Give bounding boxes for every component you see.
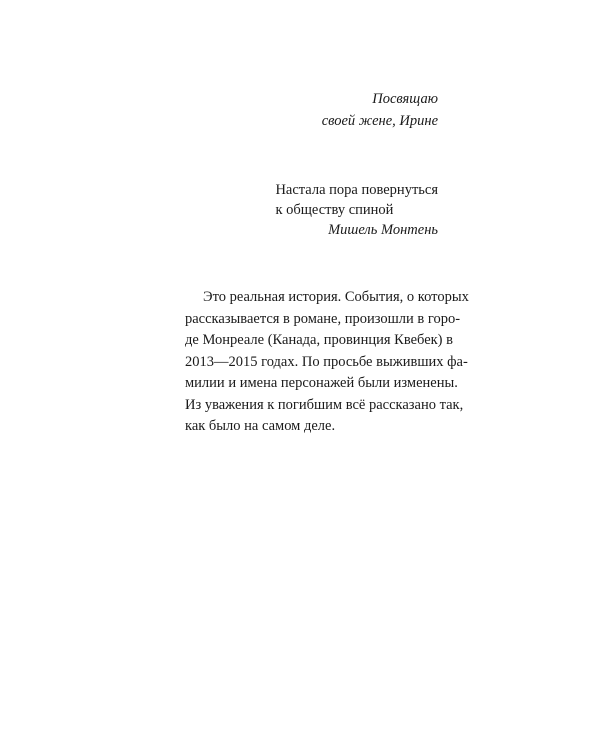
- note-line: Это реальная история. События, о которых: [203, 289, 469, 305]
- author-note: [185, 287, 469, 438]
- note-line: Из уважения к погибшим всё рассказано так,: [185, 396, 464, 413]
- epigraph-line: Настала пора повернуться: [275, 182, 438, 198]
- dedication-line: Посвящаю: [372, 91, 438, 107]
- epigraph-line: к обществу спиной: [275, 202, 394, 218]
- note-line: 2013—2015 годах. По просьбе выживших фа-: [185, 353, 468, 370]
- note-line: как было на самом деле.: [185, 418, 336, 434]
- note-line: де Монреале (Канада, провинция Квебек) в: [185, 332, 453, 348]
- dedication: [322, 88, 438, 132]
- epigraph-quote: [275, 180, 438, 220]
- epigraph-author: Мишель Монтень: [328, 222, 438, 238]
- note-line: милии и имена персонажей были изменены.: [185, 375, 458, 391]
- epigraph: [275, 180, 438, 240]
- note-line: рассказывается в романе, произошли в горо-: [185, 310, 461, 327]
- dedication-line: своей жене, Ирине: [321, 113, 438, 129]
